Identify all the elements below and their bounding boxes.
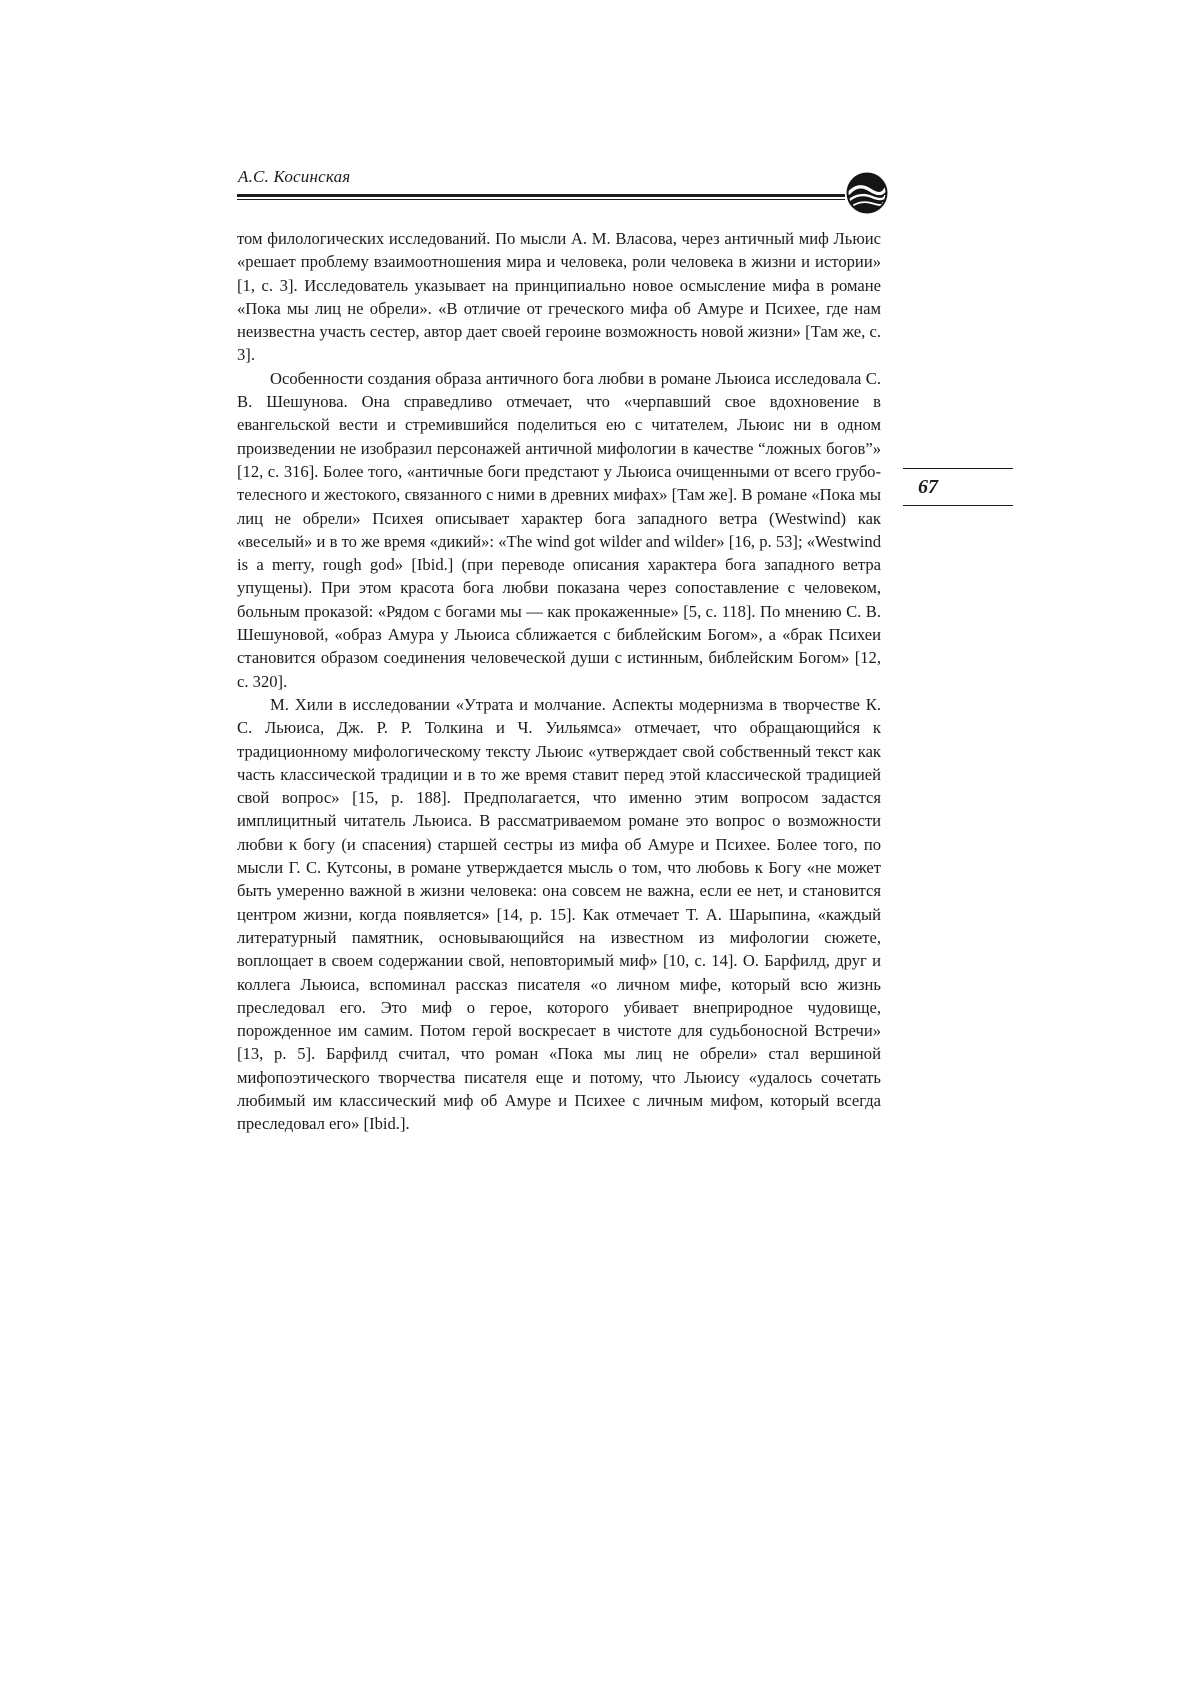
header-double-rule — [237, 194, 845, 200]
margin-page-number-block — [903, 468, 1013, 506]
publisher-wave-emblem-icon — [845, 171, 889, 215]
paragraph: Особенности создания образа античного бога любви в романе Льюиса исследовала С. В. Шешунова. Она справедливо отмечает, что «черпавший свое вдохновение в евангельской вести и стремившийся поделиться ею с читателем, Льюис ни в одном произведении не изобразил персонажей античной мифологии в качестве “ложных богов”» [12, с. 316]. Более того, «античные боги предстают у Льюиса очищенными от всего грубо-телесного и жестокого, связанного с ними в древних мифах» [Там же]. В романе «Пока мы лиц не обрели» Психея описывает характер бога западного ветра (Westwind) как «веселый» и в то же время «дикий»: «The wind got wilder and wilder» [16, p. 53]; «Westwind is a merry, rough god» [Ibid.] (при переводе описания характера бога западного ветра упущены). При этом красота бога любви показана через сопоставление с человеком, больным проказой: «Рядом с богами мы — как прокаженные» [5, с. 118]. По мнению С. В. Шешуновой, «образ Амура у Льюиса сближается с библейским Богом», а «брак Психеи становится образом соединения человеческой души с истинным, библейским Богом» [12, с. 320]. — [237, 368, 881, 691]
running-head-author: А.С. Косинская — [238, 167, 351, 186]
article-body — [237, 227, 881, 1136]
paragraph: том филологических исследований. По мысли А. М. Власова, через античный миф Льюис «решает проблему взаимоотношения мира и человека, роли человека в жизни и истории» [1, с. 3]. Исследователь указывает на принципиально новое осмысление мифа в романе «Пока мы лиц не обрели». «В отличие от греческого мифа об Амуре и Психее, где нам неизвестна участь сестер, автор дает своей героине возможность новой жизни» [Там же, с. 3]. — [237, 229, 881, 365]
page-number: 67 — [918, 476, 938, 498]
paragraph: М. Хили в исследовании «Утрата и молчание. Аспекты модернизма в творчестве К. С. Льюиса, Дж. Р. Р. Толкина и Ч. Уильямса» отмечает, что обращающийся к традиционному мифологическому тексту Льюис «утверждает свой собственный текст как часть классической традиции и в то же время ставит перед этой классической традицией свой вопрос» [15, p. 188]. Предполагается, что именно этим вопросом задастся имплицитный читатель Льюиса. В рассматриваемом романе это вопрос о возможности любви к богу (и спасения) старшей сестры из мифа об Амуре и Психее. Более того, по мысли Г. С. Кутсоны, в романе утверждается мысль о том, что любовь к Богу «не может быть умеренно важной в жизни человека: она совсем не важна, если ее нет, и становится центром жизни, когда появляется» [14, p. 15]. Как отмечает Т. А. Шарыпина, «каждый литературный памятник, основывающийся на известном из мифологии сюжете, воплощает в своем содержании свой, неповторимый миф» [10, с. 14]. О. Барфилд, друг и коллега Льюиса, вспоминал рассказ писателя «о личном мифе, который всю жизнь преследовал его. Это миф о герое, которого убивает внеприродное чудовище, порожденное им самим. Потом герой воскресает в чистоте для судьбоносной Встречи» [13, p. 5]. Барфилд считал, что роман «Пока мы лиц не обрели» стал вершиной мифопоэтического творчества писателя еще и потому, что Льюису «удалось сочетать любимый им классический миф об Амуре и Психее с личным мифом, который всегда преследовал его» [Ibid.]. — [237, 694, 881, 1134]
